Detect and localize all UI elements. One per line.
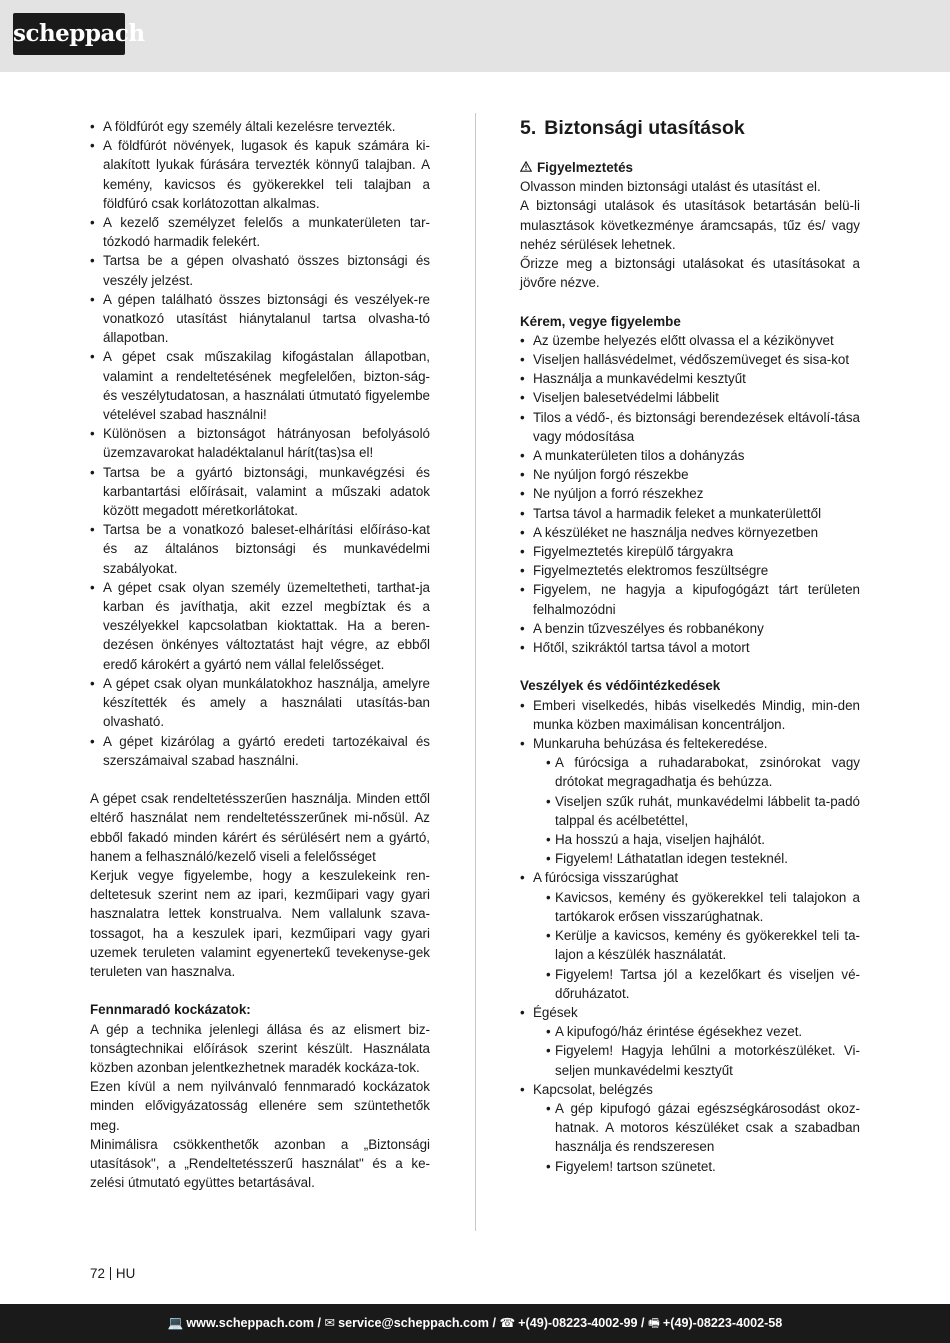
section-title-text: Biztonsági utasítások [544,117,745,139]
warning-triangle-icon [520,158,533,177]
danger-item-text: A fúrócsiga visszarúghat [533,870,679,886]
danger-item-text: Égések [533,1004,578,1020]
danger-sub-item: • Figyelem! tartson szünetet. [533,1157,860,1176]
list-item: • A gépet csak olyan munkálatokhoz használja, amelyre készítették és amely a használati utasítás-ban olvasható. [90,674,430,732]
list-item: • Tartsa be a vonatkozó baleset-elhárítási előíráso-kat és az általános biztonsági és munkavédelmi szabályokat. [90,520,430,578]
computer-icon: 💻 [167,1316,184,1330]
danger-sub-item: • Viseljen szűk ruhát, munkavédelmi lábbelit ta-padó talppal és acélbetéttel, [533,792,860,830]
residual-risks-paragraph-2: Ezen kívül a nem nyilvánvaló fennmaradó kockázatok minden elővigyázatosság ellenére sem szüntethetők meg. [90,1079,430,1133]
footer-fax: +(49)-08223-4002-58 [662,1316,783,1330]
warning-paragraph-1: Olvasson minden biztonsági utalást és utasítást el. [520,179,821,195]
list-item: • Tilos a védő-, és biztonsági berendezések eltávolí-tása vagy módosítása [520,408,860,446]
danger-sub-list [533,888,860,1003]
residual-risks-heading: Fennmaradó kockázatok: [90,1002,251,1018]
list-item: • Ne nyúljon a forró részekhez [520,484,860,503]
intended-use-paragraph: A gépet csak rendeltetésszerűen használja. Minden ettől eltérő használat nem rendeltetésszerűnek mi-nősül. Az ebből fakadó minden kárért és sérülésért nem a gyártó, hanem a felhasználó/kezelő viseli a felelősséget [90,791,430,864]
footer-web: www.scheppach.com / [186,1316,321,1330]
danger-sub-list [533,1022,860,1080]
list-item: • A munkaterületen tilos a dohányzás [520,446,860,465]
page-footer-separator [110,1267,111,1280]
footer-phone: +(49)-08223-4002-99 / [518,1316,645,1330]
warning-paragraph-3: Őrizze meg a biztonsági utalásokat és utasításokat a jövőre nézve. [520,256,860,291]
list-item: • Hőtől, szikráktól tartsa távol a motort [520,638,860,657]
residual-risks-paragraph-1: A gép a technika jelenlegi állása és az elismert biz-tonságtechnikai előírások szerint készült. Használata közben azonban jelentkezhetnek maradék kockáza-tok. [90,1021,430,1075]
danger-item [520,734,860,868]
list-item: • Figyelem, ne hagyja a kipufogógázt tárt területen felhalmozódni [520,580,860,618]
list-item: • Viseljen balesetvédelmi lábbelit [520,388,860,407]
language-code: HU [115,1266,136,1281]
intended-use-list [90,117,430,770]
list-item: • Figyelmeztetés elektromos feszültségre [520,561,860,580]
list-item: • A földfúrót egy személy általi kezelésre tervezték. [90,117,430,136]
danger-sub-item: • A kipufogó/ház érintése égésekhez vezet. [533,1022,860,1041]
danger-sub-item: • A gép kipufogó gázai egészségkárosodást okoz-hatnak. A motoros készüléket csak a szabadban használja és rendszeresen [533,1099,860,1157]
email-icon: ✉ [324,1316,336,1330]
page-number: 72 [90,1266,105,1281]
left-column [90,117,430,1192]
non-industrial-paragraph: Kerjuk vegye figyelembe, hogy a keszulekeink ren-deltetesuk szerint nem az ipari, kezműipari vagy gyari hasznalatra lettek konstrualva. Nem vallalunk szava-tossagot, ha a keszulek ipari, kezműipari vagy gyari uzemek teruleten valamint egyenertekű tevekenyse-gek teruleten van hasznalva. [90,867,430,979]
danger-item [520,1003,860,1080]
list-item: • A kezelő személyzet felelős a munkaterületen tar-tózkodó harmadik felekért. [90,213,430,251]
phone-icon: ☎ [499,1316,516,1330]
list-item: • A gépet kizárólag a gyártó eredeti tartozékaival és szerszámaival szabad használni. [90,732,430,770]
list-item: • Tartsa be a gépen olvasható összes biztonsági és veszély jelzést. [90,251,430,289]
danger-item [520,868,860,1002]
danger-sub-item: • Kavicsos, kemény és gyökerekkel teli talajokon a tartókarok erősen visszarúghatnak. [533,888,860,926]
danger-sub-item: • Figyelem! Láthatatlan idegen testeknél. [533,849,860,868]
attention-heading: Kérem, vegye figyelembe [520,313,681,329]
right-column [520,117,860,1176]
list-item: • A gépet csak olyan személy üzemeltetheti, tarthat-ja karban és javíthatja, akit ezzel megbíztak és a veszélyekkel kapcsolatban kioktattak. Ha a beren-dezésen önkényes változtatást hajt végre, az ebből eredő károkért a gyártó nem vállal felelősséget. [90,578,430,674]
list-item: • A készüléket ne használja nedves környezetben [520,523,860,542]
list-item: • Tartsa be a gyártó biztonsági, munkavégzési és karbantartási előírásait, valamint a műszaki adatok között megadott méretkorlátokat. [90,463,430,521]
list-item: • Ne nyúljon forgó részekbe [520,465,860,484]
danger-item-text: Munkaruha behúzása és feltekeredése. [533,736,768,752]
danger-sub-item: • Kerülje a kavicsos, kemény és gyökerekkel teli ta-lajon a készülék használatát. [533,926,860,964]
warning-paragraph-2: A biztonsági utalások és utasítások betartásán belü-li mulasztások következménye áramcsapás, tűz és/ vagy nehéz sérülések lehetnek. [520,198,860,252]
list-item: • A gépet csak műszakilag kifogástalan állapotban, valamint a rendeltetésének megfelelően, bizton-ság- és veszélytudatosan, a használati útmutató figyelembe vételével szabad használni! [90,347,430,424]
list-item: • Az üzembe helyezés előtt olvassa el a kézikönyvet [520,331,860,350]
footer-email: service@scheppach.com / [338,1316,496,1330]
danger-item-text: Emberi viselkedés, hibás viselkedés Mindig, min-den munka közben maximálisan koncentráljon. [533,697,860,732]
residual-risks-paragraph-3: Minimálisra csökkenthetők azonban a „Biztonsági utasítások", a „Rendeltetésszerű használat" és a ke-zelési útmutató együttes betartásával. [90,1136,430,1191]
list-item: • A gépen található összes biztonsági és veszélyek-re vonatkozó utasítást hiánytalanul tartsa olvasha-tó állapotban. [90,290,430,348]
list-item: • Viseljen hallásvédelmet, védőszemüveget és sisa-kot [520,350,860,369]
dangers-heading: Veszélyek és védőintézkedések [520,678,721,694]
scheppach-logo: scheppach [13,13,125,55]
warning-heading-line [520,158,860,177]
danger-sub-list [533,753,860,868]
danger-item-text: Kapcsolat, belégzés [533,1081,653,1097]
list-item: • Tartsa távol a harmadik feleket a munkaterülettől [520,504,860,523]
danger-sub-item: • Ha hosszú a haja, viseljen hajhálót. [533,830,860,849]
list-item: • Különösen a biztonságot hátrányosan befolyásoló üzemzavarokat haladéktalanul hárít(tas)sa el! [90,424,430,462]
list-item: • Használja a munkavédelmi kesztyűt [520,369,860,388]
danger-sub-list [533,1099,860,1176]
danger-item [520,1080,860,1176]
warning-heading: Figyelmeztetés [537,160,634,175]
list-item: • Figyelmeztetés kirepülő tárgyakra [520,542,860,561]
danger-sub-item: • Figyelem! Tartsa jól a kezelőkart és viseljen vé-dőruházatot. [533,965,860,1003]
page-footer [90,1266,135,1282]
section-title [520,117,860,139]
dangers-list [520,696,860,1176]
danger-sub-item: • Figyelem! Hagyja lehűlni a motorkészüléket. Vi-seljen munkavédelmi kesztyűt [533,1041,860,1079]
danger-item [520,696,860,734]
list-item: • A benzin tűzveszélyes és robbanékony [520,619,860,638]
column-divider [475,113,476,1231]
section-number: 5. [520,117,537,139]
fax-icon: 🖷 [648,1316,660,1330]
list-item: • A földfúrót növények, lugasok és kapuk számára ki-alakított lyukak fúrására tervezték könnyű talajban. A kemény, kavicsos és gyökerekkel teli talajban a földfúró csak korlátozottan alkalmas. [90,136,430,213]
attention-list [520,331,860,657]
danger-sub-item: • A fúrócsiga a ruhadarabokat, zsinórokat vagy drótokat megragadhatja és behúzza. [533,753,860,791]
footer-contact-bar [0,1304,950,1343]
